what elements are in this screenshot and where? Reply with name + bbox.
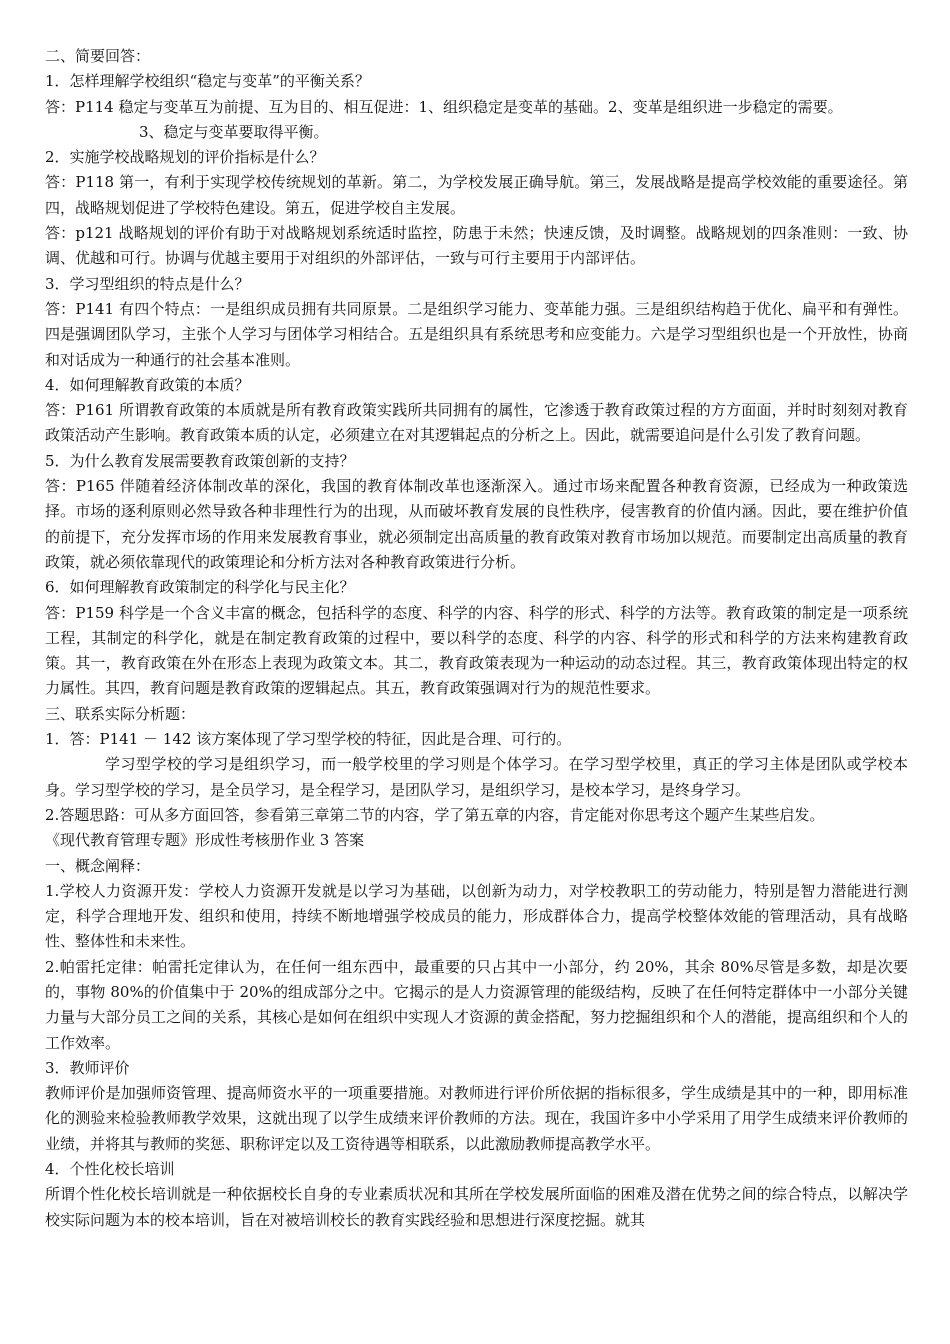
assignment-title: 《现代教育管理专题》形成性考核册作业 3 答案 — [45, 831, 365, 850]
concept-4-body: 所谓个性化校长培训就是一种依据校长自身的专业素质状况和其所在学校发展所面临的困难及潜在优势之间的综合特点，以解决学校实际问题为本的校本培训，旨在对被培训校长的教育实践经验和思想进行深度挖掘。就其 — [45, 1185, 908, 1229]
question-5: 5．为什么教育发展需要教育政策创新的支持？ — [45, 451, 355, 470]
question-2: 2．实施学校战略规划的评价指标是什么？ — [45, 148, 325, 167]
section-heading-brief-answer: 二、简要回答： — [45, 47, 151, 65]
question-3: 3．学习型组织的特点是什么？ — [45, 274, 250, 293]
analysis-answer-2: 2.答题思路：可从多方面回答，参看第三章第二节的内容，学了第五章的内容，肯定能对你思考这个题产生某些启发。 — [45, 805, 825, 824]
answer-1: 答：P114 稳定与变革互为前提、互为目的、相互促进：1、组织稳定是变革的基础。2、变革是组织进一步稳定的需要。 — [45, 97, 843, 116]
document-page — [45, 44, 908, 1233]
concept-3-heading: 3．教师评价 — [45, 1058, 130, 1077]
analysis-answer-1: 1．答：P141 － 142 该方案体现了学习型学校的特征，因此是合理、可行的。 — [45, 730, 572, 749]
section-heading-analysis: 三、联系实际分析题： — [45, 704, 196, 723]
answer-1-continued: 3、稳定与变革要取得平衡。 — [139, 122, 329, 141]
answer-2a: 答：P118 第一，有利于实现学校传统规划的革新。第二，为学校发展正确导航。第三，发展战略是提高学校效能的重要途径。第四，战略规划促进了学校特色建设。第五，促进学校自主发展。 — [45, 173, 908, 217]
answer-4: 答：P161 所谓教育政策的本质就是所有教育政策实践所共同拥有的属性，它渗透于教育政策过程的方方面面，并时时刻刻对教育政策活动产生影响。教育政策本质的认定，必须建立在对其逻辑起点的分析之上。因此，就需要追问是什么引发了教育问题。 — [45, 401, 908, 445]
concept-2: 2.帕雷托定律：帕雷托定律认为，在任何一组东西中，最重要的只占其中一小部分，约 20%，其余 80%尽管是多数，却是次要的，事物 80%的价值集中于 20%的组成部分之中。它揭示的是人力资源管理的能级结构，反映了在任何特定群体中一小部分关键力量与大部分员工之间的关系，其核心是如何在组织中实现人才资源的黄金搭配，努力挖掘组织和个人的潜能，提高组织和个人的工作效率。 — [45, 957, 908, 1052]
answer-3: 答：P141 有四个特点：一是组织成员拥有共同原景。二是组织学习能力、变革能力强。三是组织结构趋于优化、扁平和有弹性。四是强调团队学习，主张个人学习与团体学习相结合。五是组织具有系统思考和应变能力。六是学习型组织也是一个开放性，协商和对话成为一种通行的社会基本准则。 — [45, 299, 908, 369]
question-6: 6．如何理解教育政策制定的科学化与民主化？ — [45, 578, 355, 597]
analysis-answer-1-body: 学习型学校的学习是组织学习，而一般学校里的学习则是个体学习。在学习型学校里，真正的学习主体是团队或学校本身。学习型学校的学习，是全员学习，是全程学习，是团队学习，是组织学习，是校本学习，是终身学习。 — [45, 755, 908, 799]
answer-2b: 答：p121 战略规划的评价有助于对战略规划系统适时监控，防患于未然；快速反馈，及时调整。战略规划的四条准则：一致、协调、优越和可行。协调与优越主要用于对组织的外部评估，一致与可行主要用于内部评估。 — [45, 224, 908, 268]
question-1: 1．怎样理解学校组织“稳定与变革”的平衡关系？ — [45, 72, 370, 91]
concept-1: 1.学校人力资源开发：学校人力资源开发就是以学习为基础，以创新为动力，对学校教职工的劳动能力，特别是智力潜能进行测定，科学合理地开发、组织和使用，持续不断地增强学校成员的能力，形成群体合力，提高学校整体效能的管理活动，具有战略性、整体性和未来性。 — [45, 881, 908, 951]
answer-6: 答：P159 科学是一个含义丰富的概念，包括科学的态度、科学的内容、科学的形式、科学的方法等。教育政策的制定是一项系统工程，其制定的科学化，就是在制定教育政策的过程中，要以科学的态度、科学的内容、科学的形式和科学的方法来构建教育政策。其一，教育政策在外在形态上表现为政策文本。其二，教育政策表现为一种运动的动态过程。其三，教育政策体现出特定的权力属性。其四，教育问题是教育政策的逻辑起点。其五，教育政策强调对行为的规范性要求。 — [45, 603, 908, 698]
section-heading-concepts: 一、概念阐释： — [45, 856, 151, 875]
answer-5: 答：P165 伴随着经济体制改革的深化，我国的教育体制改革也逐渐深入。通过市场来配置各种教育资源，已经成为一种政策选择。市场的逐利原则必然导致各种非理性行为的出现，从而破坏教育发展的良性秩序，侵害教育的价值内涵。因此，要在维护价值的前提下，充分发挥市场的作用来发展教育事业，就必须制定出高质量的教育政策对教育市场加以规范。而要制定出高质量的教育政策，就必须依靠现代的政策理论和分析方法对各种教育政策进行分析。 — [45, 477, 908, 571]
concept-3-body: 教师评价是加强师资管理、提高师资水平的一项重要措施。对教师进行评价所依据的指标很多，学生成绩是其中的一种，即用标准化的测验来检验教师教学效果，这就出现了以学生成绩来评价教师的方法。现在，我国许多中小学采用了用学生成绩来评价教师的业绩，并将其与教师的奖惩、职称评定以及工资待遇等相联系，以此激励教师提高教学水平。 — [45, 1084, 908, 1153]
concept-4-heading: 4．个性化校长培训 — [45, 1160, 175, 1179]
question-4: 4．如何理解教育政策的本质？ — [45, 375, 250, 394]
